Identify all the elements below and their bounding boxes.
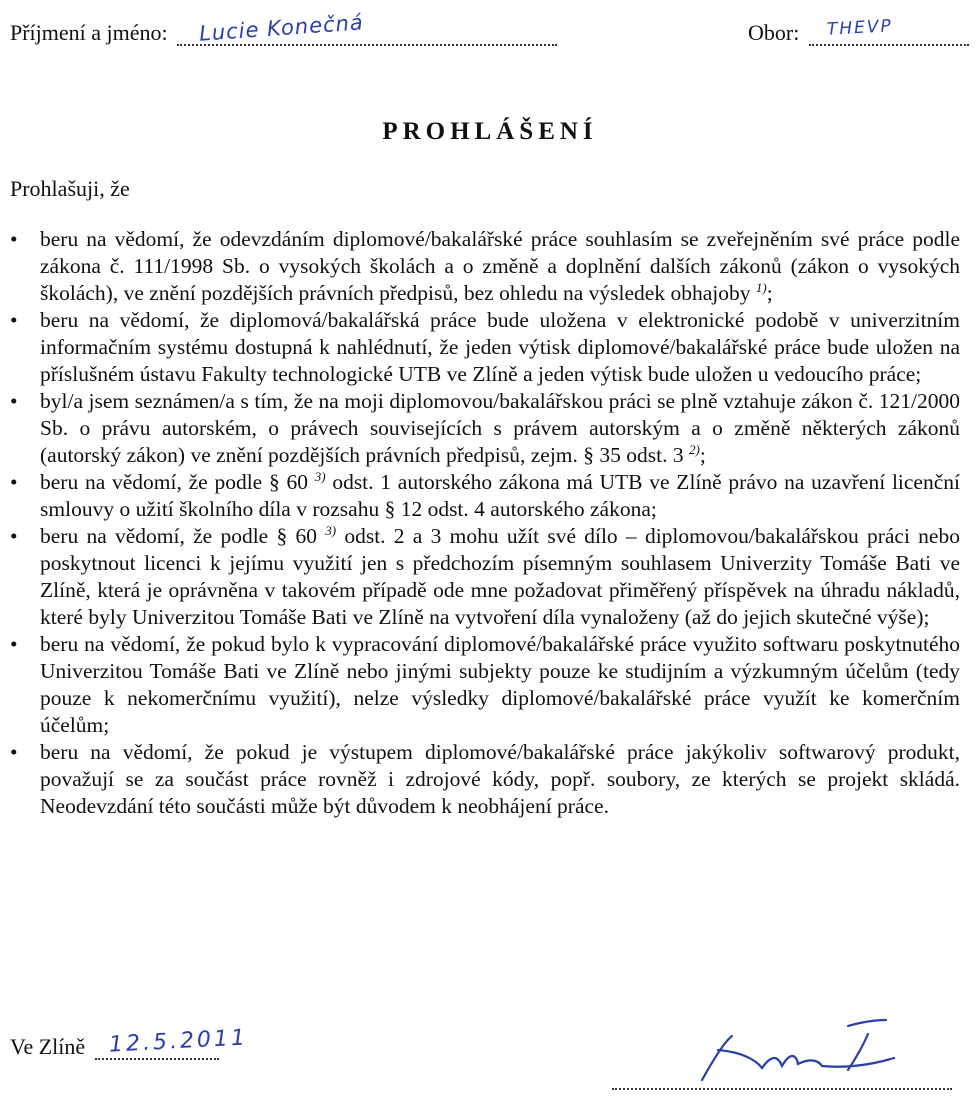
clause-list (0, 226, 960, 820)
page-title: PROHLÁŠENÍ (382, 118, 598, 145)
clause-tail: ; (699, 443, 706, 467)
intro-text: Prohlašuji, že (10, 176, 130, 201)
signature-scribble (672, 1014, 912, 1094)
handwritten-date: 12.5.2011 (108, 1025, 249, 1058)
clause-text: beru na vědomí, že pokud bylo k vypracování diplomové/bakalářské práce využito softwaru poskytnutého Univerzitou Tomáše Bati ve Zlíně nebo jinými subjekty pouze ke studijním a výzkumným účelům (tedy pouze k nekomerčnímu využití), nelze výsledky diplomové/bakalářské práce využít ke komerčním účelům; (40, 632, 960, 737)
clause-item (0, 226, 960, 307)
clause-tail: odst. 1 autorského zákona má UTB ve Zlíně právo na uzavření licenční smlouvy o užití školního díla v rozsahu § 12 odst. 4 autorského zákona; (40, 470, 960, 521)
clause-text: beru na vědomí, že odevzdáním diplomové/bakalářské práce souhlasím se zveřejněním své práce podle zákona č. 111/1998 Sb. o vysokých školách a o změně a doplnění dalších zákonů (zákon o vysokých školách), ve znění pozdějších právních předpisů, bez ohledu na výsledek obhajoby (40, 227, 960, 305)
header-row (10, 10, 980, 58)
clause-text: byl/a jsem seznámen/a s tím, že na moji diplomovou/bakalářskou práci se plně vztahuje zákon č. 121/2000 Sb. o právu autorském, o právech souvisejících s právem autorským a o změně některých zákonů (autorský zákon) ve znění pozdějších právních předpisů, zejm. § 35 odst. 3 (40, 389, 960, 467)
place-date-line (10, 1025, 249, 1060)
signature-line (612, 1024, 952, 1090)
clause-item (0, 469, 960, 523)
handwritten-name: Lucie Konečná (198, 10, 365, 46)
bullet: • (10, 632, 18, 656)
clause-item (0, 631, 960, 739)
clause-tail: ; (766, 281, 773, 305)
clause-text: beru na vědomí, že diplomová/bakalářská práce bude uložena v elektronické podobě v univerzitním informačním systému dostupná k nahlédnutí, že jeden výtisk diplomové/bakalářské práce bude uložen na příslušném ústavu Fakulty technologické UTB ve Zlíně a jeden výtisk bude uložen u vedoucího práce; (40, 308, 960, 386)
bullet: • (10, 740, 18, 764)
bullet: • (10, 389, 18, 413)
date-dotted-line (95, 1025, 249, 1060)
clause-text: beru na vědomí, že podle § 60 (40, 470, 315, 494)
footnote-ref: 3) (325, 522, 337, 538)
bullet: • (10, 308, 18, 332)
name-dotted-line (177, 10, 557, 46)
clause-text: beru na vědomí, že pokud je výstupem diplomové/bakalářské práce jakýkoliv softwarový produkt, považují se za součást práce rovněž i zdrojové kódy, popř. soubory, ze kterých se projekt skládá. Neodevzdání této součásti může být důvodem k neobhájení práce. (40, 740, 960, 818)
bullet: • (10, 524, 18, 548)
name-field (10, 10, 557, 46)
footnote-ref: 3) (314, 468, 326, 484)
bullet: • (10, 227, 18, 251)
handwritten-study-field: THEVP (826, 16, 894, 40)
name-label: Příjmení a jméno: (10, 20, 168, 45)
place-label: Ve Zlíně (10, 1034, 86, 1059)
study-field-label: Obor: (748, 20, 800, 45)
clause-tail: odst. 2 a 3 mohu užít své dílo – diplomovou/bakalářskou práci nebo poskytnout licenci k jejímu využití jen s předchozím písemným souhlasem Univerzity Tomáše Bati ve Zlíně, která je oprávněna v takovém případě ode mne požadovat přiměřený příspěvek na úhradu nákladů, které byly Univerzitou Tomáše Bati ve Zlíně na vytvoření díla vynaloženy (až do jejich skutečné výše); (40, 524, 960, 629)
clause-text: beru na vědomí, že podle § 60 (40, 524, 326, 548)
clause-item (0, 388, 960, 469)
study-field-dotted-line (809, 18, 969, 46)
bullet: • (10, 470, 18, 494)
clause-item (0, 523, 960, 631)
clause-item (0, 739, 960, 820)
footnote-ref: 1) (755, 279, 767, 295)
clause-item (0, 307, 960, 388)
study-field (748, 18, 969, 46)
footnote-ref: 2) (689, 441, 700, 457)
